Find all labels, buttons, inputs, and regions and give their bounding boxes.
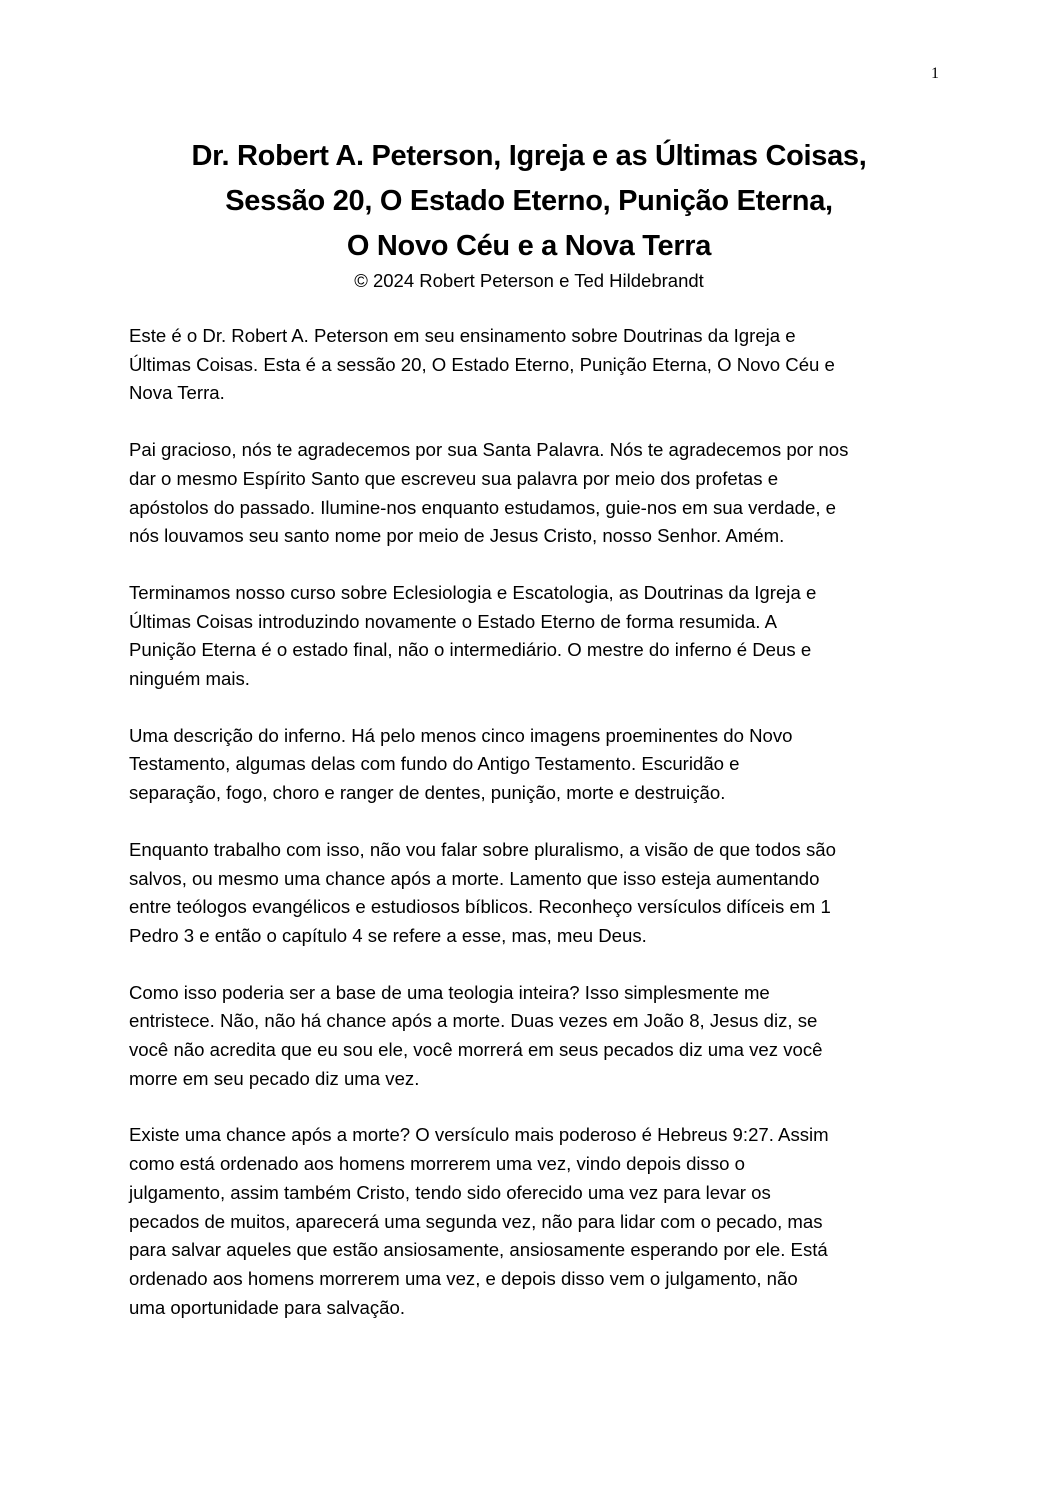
text-line: morre em seu pecado diz uma vez. — [129, 1067, 420, 1089]
text-line: Este é o Dr. Robert A. Peterson em seu ensinamento sobre Doutrinas da Igreja e — [129, 325, 796, 346]
text-line: como está ordenado aos homens morrerem uma vez, vindo depois disso o — [129, 1153, 745, 1175]
paragraph-hebrews-9-27 — [129, 1121, 949, 1322]
text-line: Últimas Coisas. Esta é a sessão 20, O Estado Eterno, Punição Eterna, O Novo Céu e — [129, 353, 835, 375]
title-line-2: Sessão 20, O Estado Eterno, Punição Eterna, — [225, 185, 833, 217]
paragraph-course-summary — [129, 579, 949, 694]
text-line: pecados de muitos, aparecerá uma segunda vez, não para lidar com o pecado, mas — [129, 1210, 823, 1232]
text-line: separação, fogo, choro e ranger de dentes, punição, morte e destruição. — [129, 782, 726, 804]
text-line: Nova Terra. — [129, 382, 225, 404]
text-line: Pai gracioso, nós te agradecemos por sua Santa Palavra. Nós te agradecemos por nos — [129, 439, 849, 461]
text-line: entristece. Não, não há chance após a morte. Duas vezes em João 8, Jesus diz, se — [129, 1010, 818, 1032]
text-line: Pedro 3 e então o capítulo 4 se refere a esse, mas, meu Deus. — [129, 924, 647, 946]
text-line: Como isso poderia ser a base de uma teologia inteira? Isso simplesmente me — [129, 981, 770, 1003]
text-line: apóstolos do passado. Ilumine-nos enquanto estudamos, guie-nos em sua verdade, e — [129, 496, 837, 518]
text-line: Testamento, algumas delas com fundo do Antigo Testamento. Escuridão e — [129, 753, 740, 775]
text-line: Uma descrição do inferno. Há pelo menos cinco imagens proeminentes do Novo — [129, 724, 793, 746]
text-line: Enquanto trabalho com isso, não vou falar sobre pluralismo, a visão de que todos são — [129, 838, 836, 860]
text-line: uma oportunidade para salvação. — [129, 1296, 405, 1318]
text-line: entre teólogos evangélicos e estudiosos bíblicos. Reconheço versículos difíceis em 1 — [129, 896, 831, 918]
text-line: Últimas Coisas introduzindo novamente o Estado Eterno de forma resumida. A — [129, 610, 778, 632]
text-line: você não acredita que eu sou ele, você morrerá em seus pecados diz uma vez você — [129, 1039, 823, 1061]
document-header — [100, 134, 958, 293]
title-line-3: O Novo Céu e a Nova Terra — [346, 230, 712, 262]
text-line: dar o mesmo Espírito Santo que escreveu sua palavra por meio dos profetas e — [129, 467, 779, 489]
text-line: Terminamos nosso curso sobre Eclesiologia e Escatologia, as Doutrinas da Igreja e — [129, 581, 817, 603]
paragraph-prayer — [129, 436, 949, 551]
title-line-1: Dr. Robert A. Peterson, Igreja e as Últimas Coisas, — [191, 140, 867, 172]
text-line: Existe uma chance após a morte? O versículo mais poderoso é Hebreus 9:27. Assim — [129, 1124, 829, 1146]
text-line: ordenado aos homens morrerem uma vez, e depois disso vem o julgamento, não — [129, 1267, 798, 1289]
paragraph-pluralism — [129, 836, 949, 951]
copyright-line: © 2024 Robert Peterson e Ted Hildebrandt — [354, 270, 704, 291]
paragraph-intro — [129, 322, 949, 408]
text-line: Punição Eterna é o estado final, não o intermediário. O mestre do inferno é Deus e — [129, 639, 812, 661]
page-number: 1 — [931, 65, 939, 82]
text-line: nós louvamos seu santo nome por meio de Jesus Cristo, nosso Senhor. Amém. — [129, 525, 785, 547]
text-line: salvos, ou mesmo uma chance após a morte. Lamento que isso esteja aumentando — [129, 867, 820, 889]
paragraph-hell-description — [129, 722, 949, 808]
document-body — [129, 322, 949, 1350]
text-line: ninguém mais. — [129, 668, 250, 690]
paragraph-john-8 — [129, 979, 949, 1094]
text-line: para salvar aqueles que estão ansiosamente, ansiosamente esperando por ele. Está — [129, 1239, 828, 1261]
text-line: julgamento, assim também Cristo, tendo sido oferecido uma vez para levar os — [129, 1181, 771, 1203]
